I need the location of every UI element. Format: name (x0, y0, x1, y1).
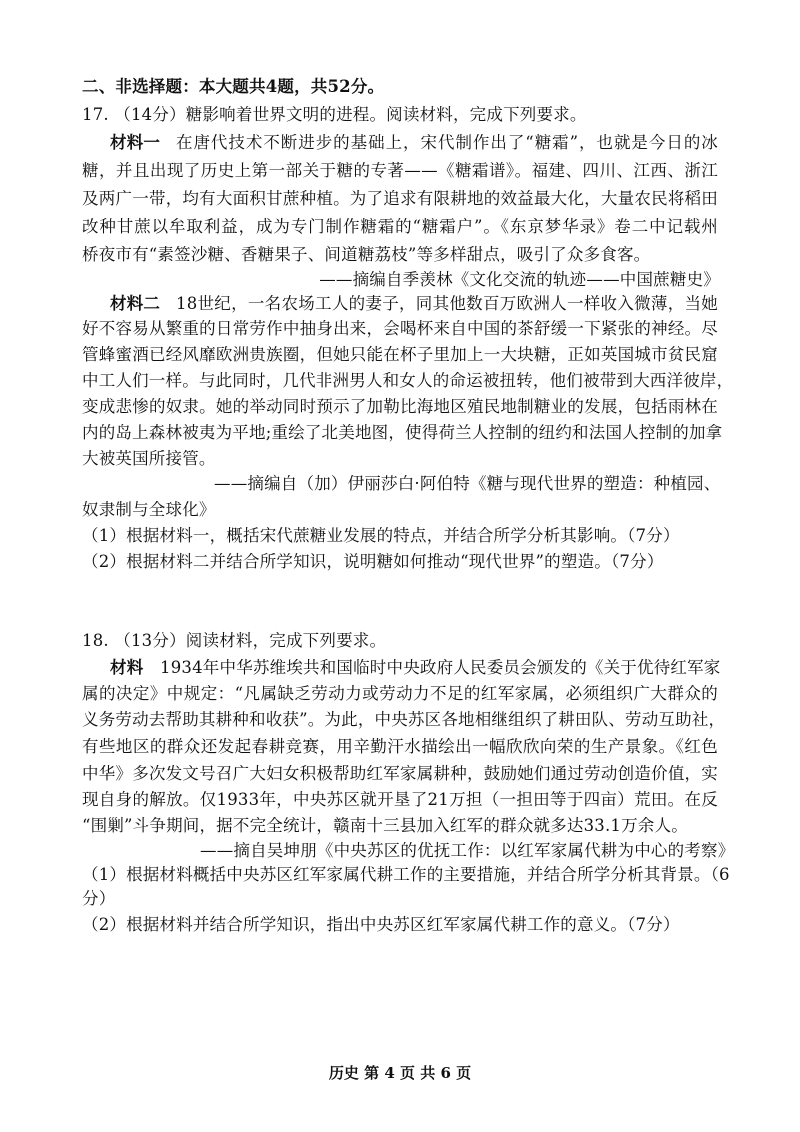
page-footer: 历史 第 4 页 共 6 页 (328, 1064, 472, 1082)
q17-material2-line: 大被英国所接管。 (82, 449, 216, 468)
q18-material-line: 1934年中华苏维埃共和国临时中央政府人民委员会颁发的《关于优待红军家 (160, 658, 721, 677)
q18-material-line: 义务劳动去帮助其耕种和收获”。为此，中央苏区各地相继组织了耕田队、劳动互助社， (82, 710, 726, 729)
q18-subquestion-1-cont: 分） (82, 889, 116, 908)
q18-material-line: 中华》多次发文号召广大妇女积极帮助红军家属耕种，鼓励她们通过劳动创造价值，实 (82, 764, 718, 783)
q18-material-label: 材料 (110, 658, 144, 677)
q17-material1-line: 在唐代技术不断进步的基础上，宋代制作出了“糖霜”，也就是今日的冰 (176, 133, 718, 152)
q17-material2-source: ——摘编自（加）伊丽莎白·阿伯特《糖与现代世界的塑造：种植园、 (214, 474, 721, 493)
q17-material1-label: 材料一 (110, 133, 161, 152)
q17-material2-label: 材料二 (110, 294, 161, 313)
q17-material1-line: 改种甘蔗以牟取利益，成为专门制作糖霜的“糖霜户”。《东京梦华录》卷二中记载州 (82, 217, 718, 236)
q18-material-line: “围剿”斗争期间，据不完全统计，赣南十三县加入红军的群众就多达33.1万余人。 (82, 816, 688, 835)
q17-material1-source: ——摘编自季羡林《文化交流的轨迹——中国蔗糖史》 (319, 270, 720, 289)
q18-subquestion-2: （2）根据材料并结合所学知识，指出中央苏区红军家属代耕工作的意义。（7分） (82, 915, 680, 934)
q18-material-line: 属的决定》中规定：“凡属缺乏劳动力或劳动力不足的红军家属，必须组织广大群众的 (82, 684, 718, 703)
q17-material2-line: 内的岛上森林被夷为平地;重绘了北美地图，使得荷兰人控制的纽约和法国人控制的加拿 (82, 423, 723, 442)
q18-material-line: 有些地区的群众还发起春耕竞赛，用辛勤汗水描绘出一幅欣欣向荣的生产景象。《红色 (82, 737, 718, 756)
q17-stem: 17. （14分）糖影响着世界文明的进程。阅读材料，完成下列要求。 (82, 105, 587, 124)
q17-material1-line: 及两广一带，均有大面积甘蔗种植。为了追求有限耕地的效益最大化，大量农民将稻田 (82, 189, 718, 208)
q18-subquestion-1: （1）根据材料概括中央苏区红军家属代耕工作的主要措施，并结合所学分析其背景。（6 (82, 865, 730, 884)
q17-material2-line: 变成悲惨的奴隶。她的举动同时预示了加勒比海地区殖民地制糖业的发展，包括雨林在 (82, 397, 718, 416)
q17-material2-source-cont: 奴隶制与全球化》 (82, 500, 216, 519)
q18-stem: 18. （13分）阅读材料，完成下列要求。 (82, 631, 387, 650)
q17-material2-line: 18世纪，一名农场工人的妻子，同其他数百万欧洲人一样收入微薄，当她 (176, 294, 718, 313)
q18-material-source: ——摘自吴坤朋《中央苏区的优抚工作：以红军家属代耕为中心的考察》 (200, 841, 735, 860)
q17-subquestion-1: （1）根据材料一，概括宋代蔗糖业发展的特点，并结合所学分析其影响。（7分） (82, 526, 680, 545)
q17-material1-line: 桥夜市有“素签沙糖、香糖果子、间道糖荔枝”等多样甜点，吸引了众多食客。 (82, 245, 651, 264)
q18-material-line: 现自身的解放。仅1933年，中央苏区就开垦了21万担（一担田等于四亩）荒田。在反 (82, 790, 718, 809)
q17-material2-line: 管蜂蜜酒已经风靡欧洲贵族圈，但她只能在杯子里加上一大块糖，正如英国城市贫民窟 (82, 345, 718, 364)
q17-material1-line: 糖，并且出现了历史上第一部关于糖的专著——《糖霜谱》。福建、四川、江西、浙江 (82, 161, 718, 180)
q17-subquestion-2: （2）根据材料二并结合所学知识，说明糖如何推动“现代世界”的塑造。（7分） (82, 552, 664, 571)
section-heading: 二、非选择题：本大题共4题，共52分。 (82, 77, 385, 96)
q17-material2-line: 好不容易从繁重的日常劳作中抽身出来，会喝杯来自中国的茶舒缓一下紧张的神经。尽 (82, 319, 718, 338)
q17-material2-line: 中工人们一样。与此同时，几代非洲男人和女人的命运被扭转，他们被带到大西洋彼岸， (82, 371, 734, 390)
